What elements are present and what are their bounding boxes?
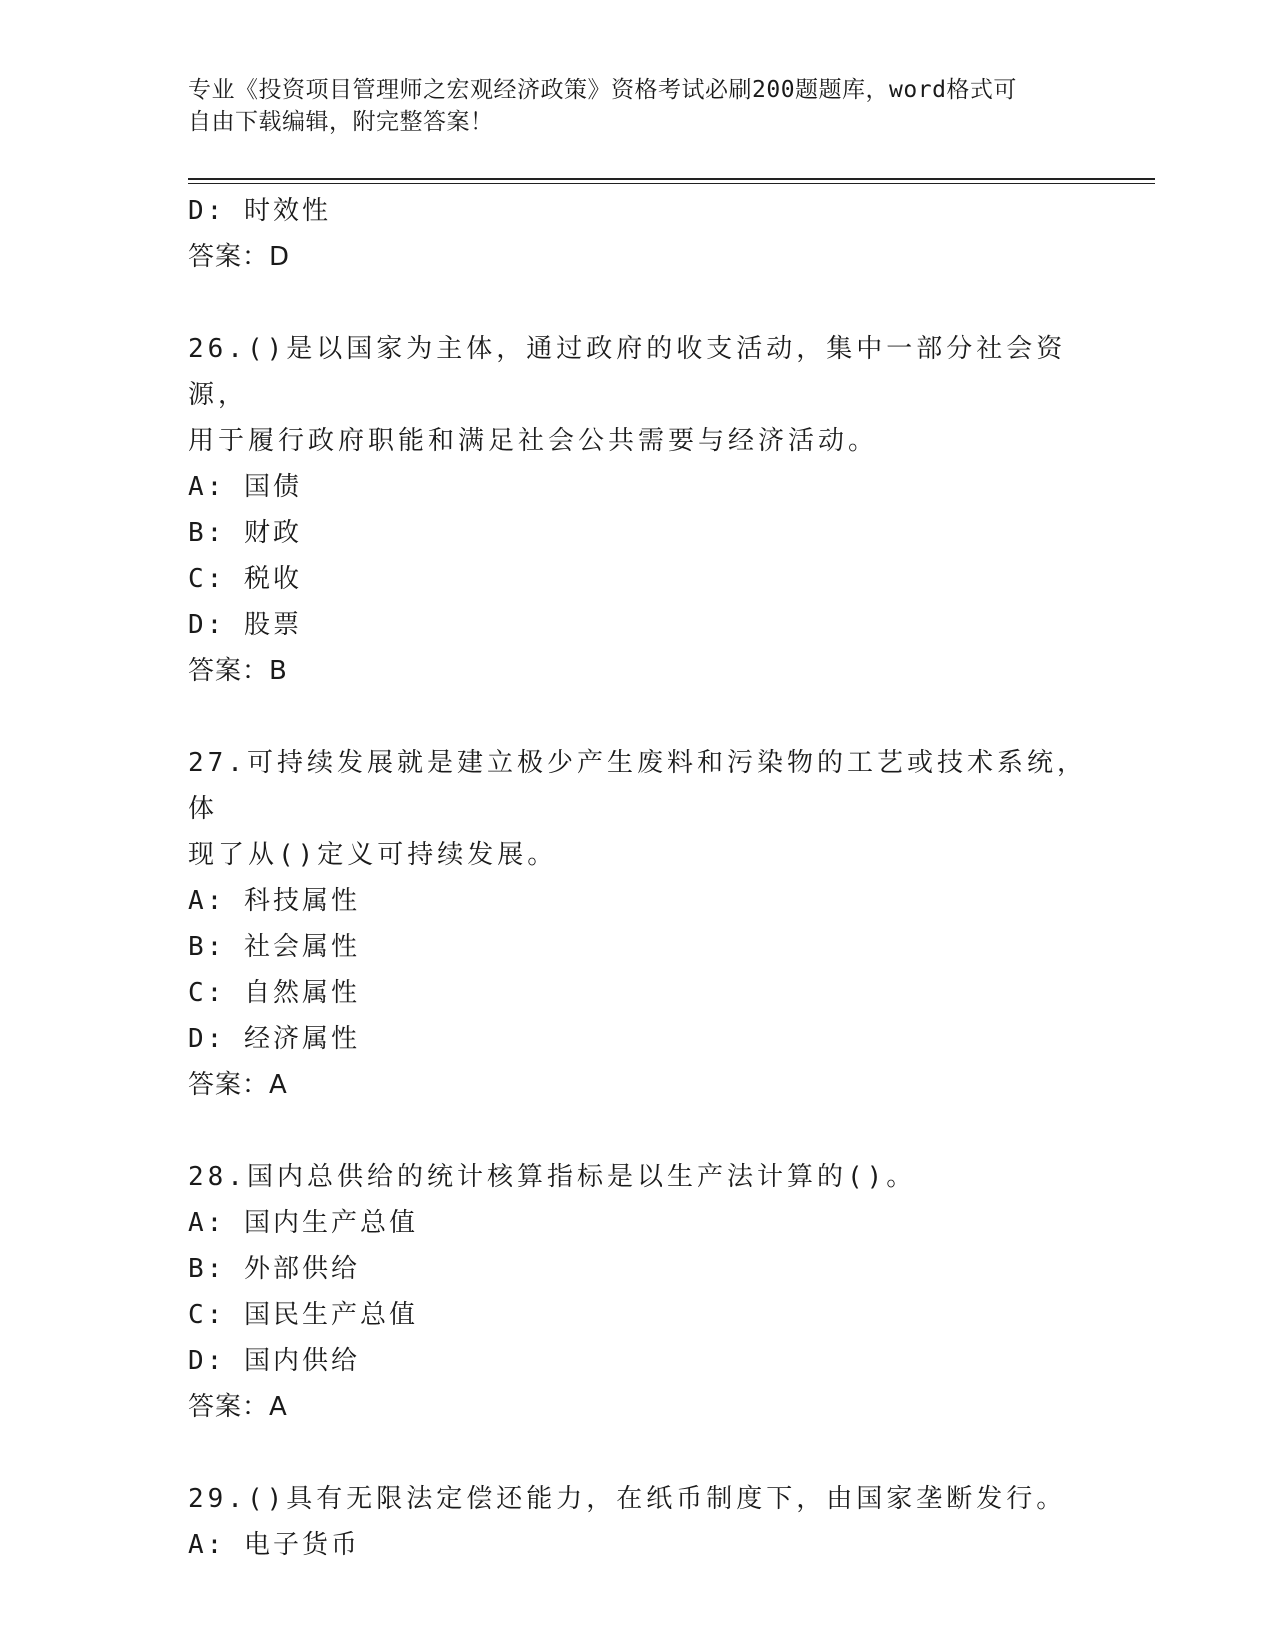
option-b: B: 外部供给 — [188, 1254, 360, 1284]
answer: 答案：A — [188, 1070, 288, 1100]
question-stem: 26.()是以国家为主体，通过政府的收支活动，集中一部分社会资源， — [188, 334, 1067, 410]
question-stem: 28.国内总供给的统计核算指标是以生产法计算的()。 — [188, 1162, 917, 1192]
spacer — [188, 1108, 1088, 1154]
option-d: D: 时效性 — [188, 196, 331, 226]
answer: 答案：A — [188, 1392, 288, 1422]
document-header — [188, 74, 1068, 138]
option-d: D: 经济属性 — [188, 1024, 360, 1054]
option-c: C: 国民生产总值 — [188, 1300, 418, 1330]
option-b: B: 社会属性 — [188, 932, 360, 962]
question-stem: 29.()具有无限法定偿还能力，在纸币制度下，由国家垄断发行。 — [188, 1484, 1067, 1514]
question-29 — [188, 1476, 1088, 1568]
question-stem: 现了从()定义可持续发展。 — [188, 840, 558, 870]
answer: 答案：B — [188, 656, 288, 686]
question-stem: 27.可持续发展就是建立极少产生废料和污染物的工艺或技术系统，体 — [188, 748, 1087, 824]
header-line-1: 专业《投资项目管理师之宏观经济政策》资格考试必刷200题题库，word格式可 — [188, 77, 1017, 103]
option-d: D: 股票 — [188, 610, 302, 640]
spacer — [188, 280, 1088, 326]
question-list — [188, 188, 1088, 1568]
header-rule-thin — [188, 183, 1155, 184]
header-rule-thick — [188, 178, 1155, 180]
option-c: C: 税收 — [188, 564, 302, 594]
option-b: B: 财政 — [188, 518, 302, 548]
question-28 — [188, 1154, 1088, 1430]
option-a: A: 电子货币 — [188, 1530, 360, 1560]
spacer — [188, 694, 1088, 740]
option-a: A: 国债 — [188, 472, 302, 502]
option-c: C: 自然属性 — [188, 978, 360, 1008]
question-26 — [188, 326, 1088, 694]
answer: 答案：D — [188, 242, 291, 272]
option-a: A: 科技属性 — [188, 886, 360, 916]
spacer — [188, 1430, 1088, 1476]
option-a: A: 国内生产总值 — [188, 1208, 418, 1238]
question-27 — [188, 740, 1088, 1108]
option-d: D: 国内供给 — [188, 1346, 360, 1376]
header-line-2: 自由下载编辑，附完整答案！ — [188, 109, 494, 135]
question-stem: 用于履行政府职能和满足社会公共需要与经济活动。 — [188, 426, 879, 456]
